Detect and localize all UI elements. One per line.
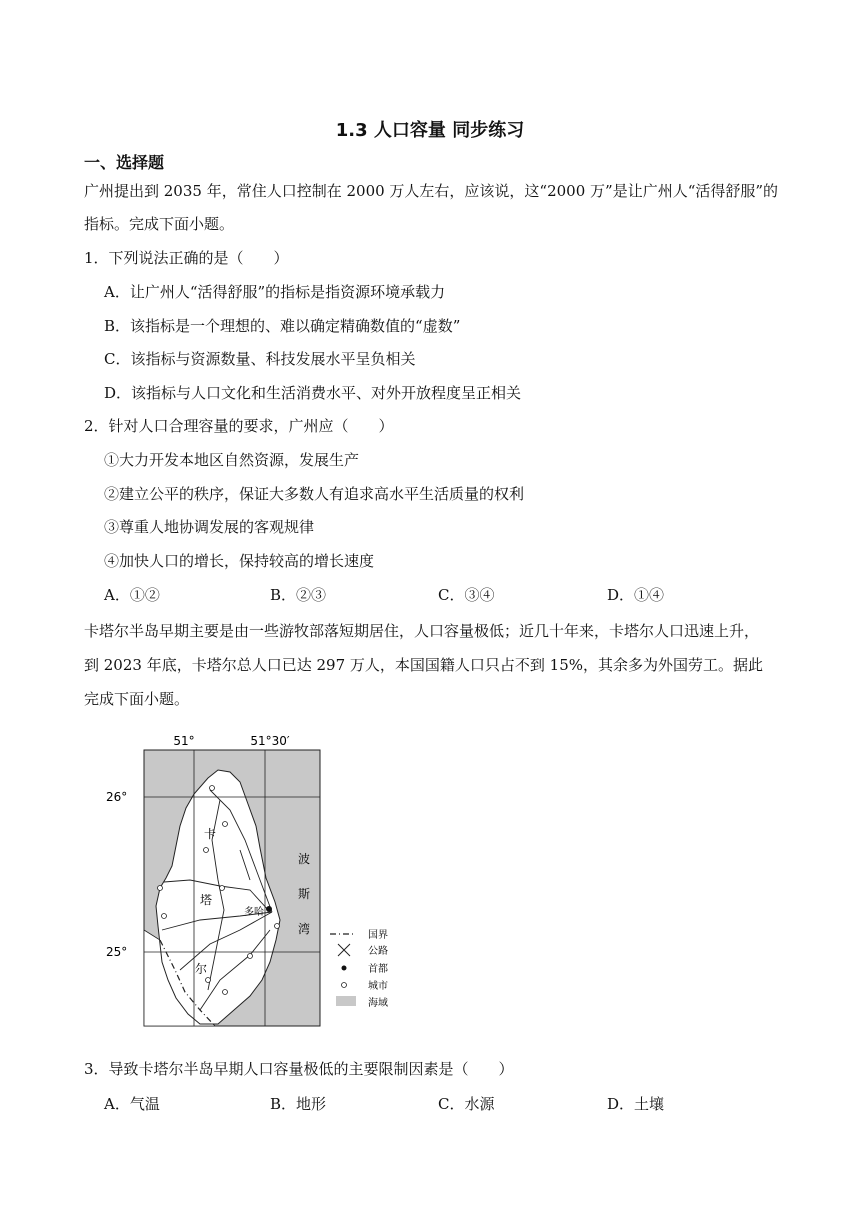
map-legend xyxy=(330,929,388,1009)
passage2-line: 到 2023 年底，卡塔尔总人口已达 297 万人，本国国籍人口只占不到 15%，其余多为外国劳工。据此 xyxy=(84,656,763,674)
q3-option-b: B．地形 xyxy=(270,1095,327,1113)
country-label: 塔 xyxy=(200,893,213,907)
svg-text:海域: 海域 xyxy=(368,998,388,1009)
capital-marker xyxy=(266,906,272,912)
q2-item-2: ②建立公平的秩序，保证大多数人有追求高水平生活质量的权利 xyxy=(104,485,525,503)
q2-option-b: B．②③ xyxy=(270,586,327,604)
q2-item-4: ④加快人口的增长，保持较高的增长速度 xyxy=(104,552,375,570)
capital-label: 多哈 xyxy=(244,907,264,918)
legend-road-symbol xyxy=(338,944,350,956)
q3-option-a: A．气温 xyxy=(104,1095,160,1113)
q2-item-3: ③尊重人地协调发展的客观规律 xyxy=(104,518,315,536)
q2-option-d: D．①④ xyxy=(607,586,665,604)
passage1-line: 指标。完成下面小题。 xyxy=(84,215,235,233)
q2-item-1: ①大力开发本地区自然资源，发展生产 xyxy=(104,451,360,469)
q2-option-c: C．③④ xyxy=(438,586,495,604)
q3-option-c: C．水源 xyxy=(438,1095,495,1113)
q1-option-c: C．该指标与资源数量、科技发展水平呈负相关 xyxy=(104,350,416,368)
q1-option-b: B．该指标是一个理想的、难以确定精确数值的“虚数” xyxy=(104,317,461,335)
qatar-map xyxy=(100,730,410,1030)
q2-stem: 2．针对人口合理容量的要求，广州应（ ） xyxy=(84,417,394,435)
legend-sea-symbol xyxy=(336,996,356,1006)
lat-label: 25° xyxy=(106,945,128,959)
q1-option-d: D．该指标与人口文化和生活消费水平、对外开放程度呈正相关 xyxy=(104,384,522,402)
legend-city-symbol xyxy=(342,983,347,988)
svg-text:国界: 国界 xyxy=(368,930,388,941)
lon-label: 51° xyxy=(173,734,195,748)
sea-label: 湾 xyxy=(298,922,311,936)
country-label: 尔 xyxy=(195,962,208,976)
passage1-line: 广州提出到 2035 年，常住人口控制在 2000 万人左右，应该说，这“2000 万”是让广州人“活得舒服”的 xyxy=(84,182,779,200)
q3-option-d: D．土壤 xyxy=(607,1095,665,1113)
legend-capital-symbol xyxy=(342,966,347,971)
svg-text:首都: 首都 xyxy=(368,964,388,975)
q3-stem: 3．导致卡塔尔半岛早期人口容量极低的主要限制因素是（ ） xyxy=(84,1060,514,1078)
lat-label: 26° xyxy=(106,790,128,804)
svg-text:公路: 公路 xyxy=(368,946,388,957)
lon-label: 51°30′ xyxy=(250,734,290,748)
svg-text:城市: 城市 xyxy=(368,981,388,992)
q2-option-a: A．①② xyxy=(104,586,160,604)
page-title: 1.3 人口容量 同步练习 xyxy=(335,120,525,141)
sea-label: 斯 xyxy=(298,887,311,901)
passage2-line: 完成下面小题。 xyxy=(84,690,190,708)
passage2-line: 卡塔尔半岛早期主要是由一些游牧部落短期居住，人口容量极低；近几十年来，卡塔尔人口迅速上升， xyxy=(84,622,760,640)
country-label: 卡 xyxy=(204,827,217,841)
q1-option-a: A．让广州人“活得舒服”的指标是指资源环境承载力 xyxy=(104,283,446,301)
q1-stem: 1．下列说法正确的是（ ） xyxy=(84,249,289,267)
section-heading: 一、选择题 xyxy=(84,153,165,172)
sea-label: 波 xyxy=(298,852,311,866)
